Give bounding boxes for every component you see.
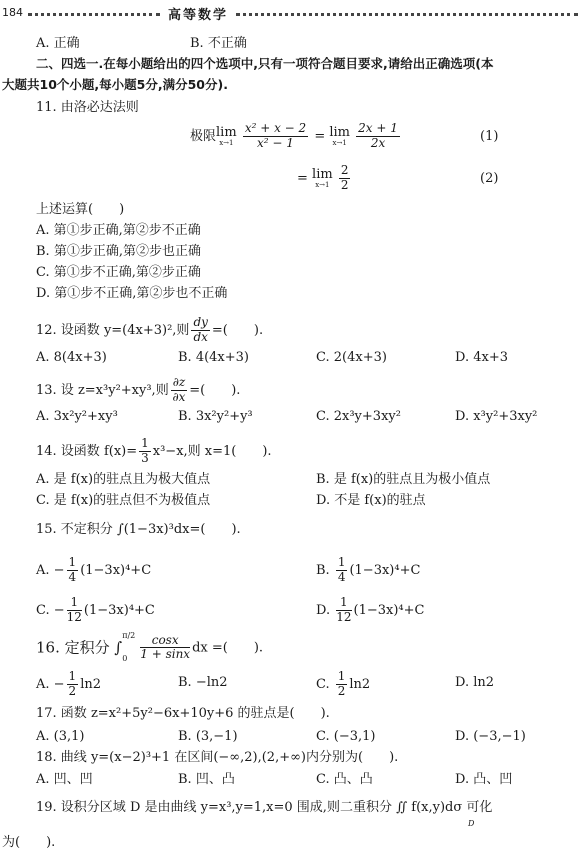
page-header <box>0 4 583 22</box>
q14-option-a: A. 是 f(x)的驻点且为极大值点 <box>36 472 211 487</box>
fraction: $\frac{1}{12}$ <box>66 595 82 624</box>
q17-option-a: A. (3,1) <box>36 729 85 744</box>
fraction: $\frac{\text{x² + x − 2}}{\text{x² − 1}}$ <box>244 121 307 150</box>
page-number: 184 <box>2 6 23 19</box>
q14-option-c: C. 是 f(x)的驻点但不为极值点 <box>36 493 211 508</box>
q18-option-a: A. 凹、凹 <box>36 772 93 787</box>
q17-option-c: C. (−3,1) <box>316 729 376 744</box>
q16-option-c: C. $\frac{1}{2}$ ln2 <box>316 669 371 698</box>
section-heading-line2: 大题共10个小题,每小题5分,满分50分). <box>2 77 228 92</box>
lim-operator: lim x→1 <box>216 124 237 147</box>
q11-option-d: D. 第①步不正确,第②步也不正确 <box>36 286 228 301</box>
q17-stem: 17. 函数 z=x²+5y²−6x+10y+6 的驻点是( ). <box>36 706 330 721</box>
fraction: $\frac{1}{4}$ <box>68 555 77 584</box>
q19-stem-line1: 19. 设积分区域 D 是由曲线 y=x³,y=1,x=0 围成,则二重积分 ∬ f(x,y)dσ 可化 <box>36 800 493 815</box>
lim-operator: lim x→1 <box>329 124 351 147</box>
header-rule-right <box>236 13 578 16</box>
lim-operator: lim x→1 <box>312 166 333 189</box>
q15-option-c: C. − $\frac{1}{12}$ (1−3x)⁴+C <box>36 595 155 624</box>
q19-region-subscript: D <box>468 819 475 828</box>
fraction: $\frac{1}{2}$ <box>337 669 346 698</box>
q14-option-b: B. 是 f(x)的驻点且为极小值点 <box>316 472 491 487</box>
q11-formula-line2: = lim x→1 $\frac{2}{2}$ <box>297 163 349 192</box>
header-rule-left <box>28 13 160 16</box>
q16-option-a: A. − $\frac{1}{2}$ ln2 <box>36 669 101 698</box>
q12-stem: 12. 设函数 y=(4x+3)²,则 $\frac{dy}{dx}$ =( ). <box>36 315 264 344</box>
q10-option-a: A. 正确 <box>36 36 80 51</box>
q12-option-a: A. 8(4x+3) <box>36 350 107 365</box>
fraction: $\frac{1}{4}$ <box>337 555 346 584</box>
q10-option-b: B. 不正确 <box>190 36 247 51</box>
q15-option-b: B. $\frac{1}{4}$ (1−3x)⁴+C <box>316 555 421 584</box>
q12-option-b: B. 4(4x+3) <box>178 350 249 365</box>
q11-tag-2: (2) <box>480 171 499 186</box>
q13-option-a: A. 3x²y²+xy³ <box>36 409 118 424</box>
q15-option-d: D. $\frac{1}{12}$ (1−3x)⁴+C <box>316 595 425 624</box>
fraction: $\frac{2x + 1}{2x}$ <box>358 121 398 150</box>
limit-prefix: 极限 <box>190 128 217 144</box>
fraction: $\frac{2}{2}$ <box>340 163 349 192</box>
q11-formula-line1: 极限lim x→1 $\frac{\text{x² + x − 2}}{\text{x² − 1}}$ = lim x→1 $\frac{2x + 1}{2x}$ <box>190 121 398 150</box>
q11-question: 上述运算( ) <box>36 202 125 217</box>
header-title: 高等数学 <box>168 8 229 23</box>
section-heading-line1: 二、四选一.在每小题给出的四个选项中,只有一项符合题目要求,请给出正确选项(本 <box>36 56 494 71</box>
q18-option-c: C. 凸、凸 <box>316 772 373 787</box>
q17-option-b: B. (3,−1) <box>178 729 238 744</box>
q13-option-c: C. 2x³y+3xy² <box>316 409 401 424</box>
q11-tag-1: (1) <box>480 129 499 144</box>
q11-option-b: B. 第①步正确,第②步也正确 <box>36 244 201 259</box>
q15-option-a: A. − $\frac{1}{4}$ (1−3x)⁴+C <box>36 555 152 584</box>
q11-option-c: C. 第①步不正确,第②步正确 <box>36 265 201 280</box>
q13-option-d: D. x³y²+3xy² <box>455 409 538 424</box>
fraction: $\frac{dy}{dx}$ <box>193 315 208 344</box>
fraction: $\frac{1}{2}$ <box>68 669 77 698</box>
q19-stem-line2: 为( ). <box>2 835 56 850</box>
fraction: $\frac{1}{3}$ <box>141 436 149 465</box>
q16-option-d: D. ln2 <box>455 675 495 690</box>
q16-stem: 16. 定积分 ∫ π/2 0 $\frac{\cos x}{1 + \sin x}$ dx =( ). <box>36 631 264 663</box>
q16-option-b: B. −ln2 <box>178 675 228 690</box>
q13-option-b: B. 3x²y²+y³ <box>178 409 253 424</box>
q18-option-b: B. 凹、凸 <box>178 772 235 787</box>
fraction: $\frac{1}{12}$ <box>336 595 352 624</box>
q14-option-d: D. 不是 f(x)的驻点 <box>316 493 426 508</box>
q18-option-d: D. 凸、凹 <box>455 772 513 787</box>
q15-stem: 15. 不定积分 ∫(1−3x)³dx=( ). <box>36 522 241 537</box>
q14-stem: 14. 设函数 f(x)= $\frac{1}{3}$ x³−x,则 x=1( ). <box>36 436 272 465</box>
q13-stem: 13. 设 z=x³y²+xy³,则 $\frac{\partial z}{\partial x}$ =( ). <box>36 375 241 404</box>
q11-stem: 11. 由洛必达法则 <box>36 100 139 115</box>
q12-option-c: C. 2(4x+3) <box>316 350 387 365</box>
fraction: $\frac{\cos x}{1 + \sin x}$ <box>140 632 191 662</box>
q18-stem: 18. 曲线 y=(x−2)³+1 在区间(−∞,2),(2,+∞)内分别为( ). <box>36 750 399 765</box>
q12-option-d: D. 4x+3 <box>455 350 508 365</box>
q11-option-a: A. 第①步正确,第②步不正确 <box>36 223 201 238</box>
fraction: $\frac{\partial z}{\partial x}$ <box>172 375 186 404</box>
q17-option-d: D. (−3,−1) <box>455 729 526 744</box>
